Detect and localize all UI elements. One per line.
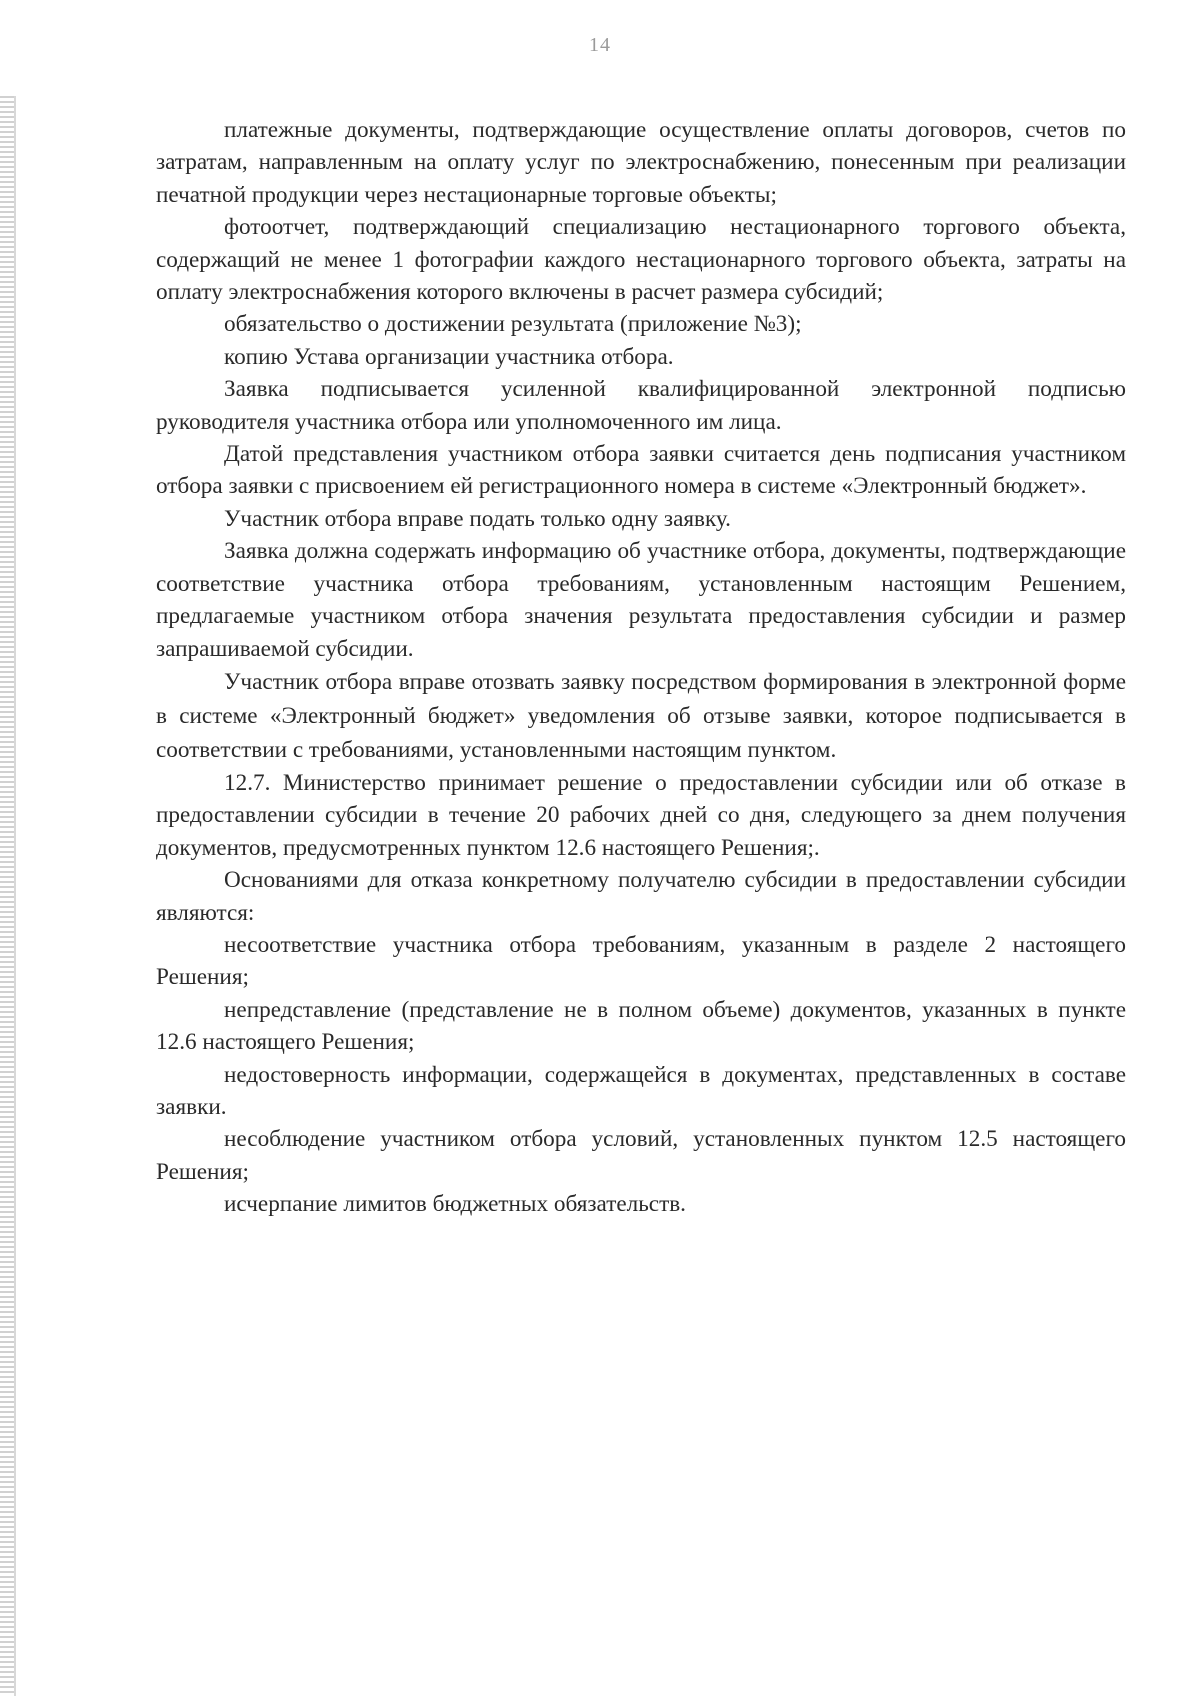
- paragraph-application-signing: Заявка подписывается усиленной квалифицированной электронной подписью руководителя участника отбора или уполномоченного им лица.: [156, 376, 1126, 435]
- scan-edge-artifact: [0, 96, 14, 1696]
- paragraph-application-content: Заявка должна содержать информацию об участнике отбора, документы, подтверждающие соответствие участника отбора требованиям, установленным настоящим Решением, предлагаемые участником отбора значения результата предоставления субсидии и размер запрашиваемой субсидии.: [156, 538, 1126, 662]
- paragraph-result-obligation: обязательство о достижении результата (приложение №3);: [224, 311, 802, 338]
- paragraph-ground-missing-documents: непредставление (представление не в полном объеме) документов, указанных в пункте 12.6 настоящего Решения;: [156, 996, 1126, 1056]
- paragraph-ground-noncompliance: несоответствие участника отбора требованиям, указанным в разделе 2 настоящего Решения;: [156, 931, 1126, 991]
- document-body: [156, 114, 1126, 1221]
- scan-edge-line: [14, 96, 16, 1696]
- paragraph-application-withdrawal: Участник отбора вправе отозвать заявку посредством формирования в электронной форме в системе «Электронный бюджет» уведомления об отзыве заявки, которое подписывается в соответствии с требованиями, установленными настоящим пунктом.: [156, 668, 1126, 763]
- paragraph-charter-copy: копию Устава организации участника отбора.: [224, 343, 674, 370]
- paragraph-refusal-grounds: Основаниями для отказа конкретному получателю субсидии в предоставлении субсидии являются:: [156, 867, 1126, 926]
- paragraph-ground-inaccurate-info: недостоверность информации, содержащейся в документах, представленных в составе заявки.: [156, 1061, 1126, 1120]
- paragraph-submission-date: Датой представления участником отбора заявки считается день подписания участником отбора заявки с присвоением ей регистрационного номера в системе «Электронный бюджет».: [156, 441, 1126, 500]
- paragraph-single-application: Участник отбора вправе подать только одну заявку.: [224, 505, 731, 532]
- paragraph-ground-conditions-violation: несоблюдение участником отбора условий, установленных пунктом 12.5 настоящего Решения;: [156, 1126, 1126, 1185]
- page-number: 14: [589, 34, 611, 56]
- paragraph-ground-limits-exhausted: исчерпание лимитов бюджетных обязательств.: [224, 1191, 686, 1218]
- paragraph-payment-documents: платежные документы, подтверждающие осуществление оплаты договоров, счетов по затратам, направленным на оплату услуг по электроснабжению, понесенным при реализации печатной продукции через нестационарные торговые объекты;: [156, 117, 1126, 208]
- paragraph-ministry-decision: 12.7. Министерство принимает решение о предоставлении субсидии или об отказе в предоставлении субсидии в течение 20 рабочих дней со дня, следующего за днем получения документов, предусмотренных пунктом 12.6 настоящего Решения;.: [156, 769, 1126, 861]
- paragraph-photo-report: фотоотчет, подтверждающий специализацию нестационарного торгового объекта, содержащий не менее 1 фотографии каждого нестационарного торгового объекта, затраты на оплату электроснабжения которого включены в расчет размера субсидий;: [156, 214, 1126, 306]
